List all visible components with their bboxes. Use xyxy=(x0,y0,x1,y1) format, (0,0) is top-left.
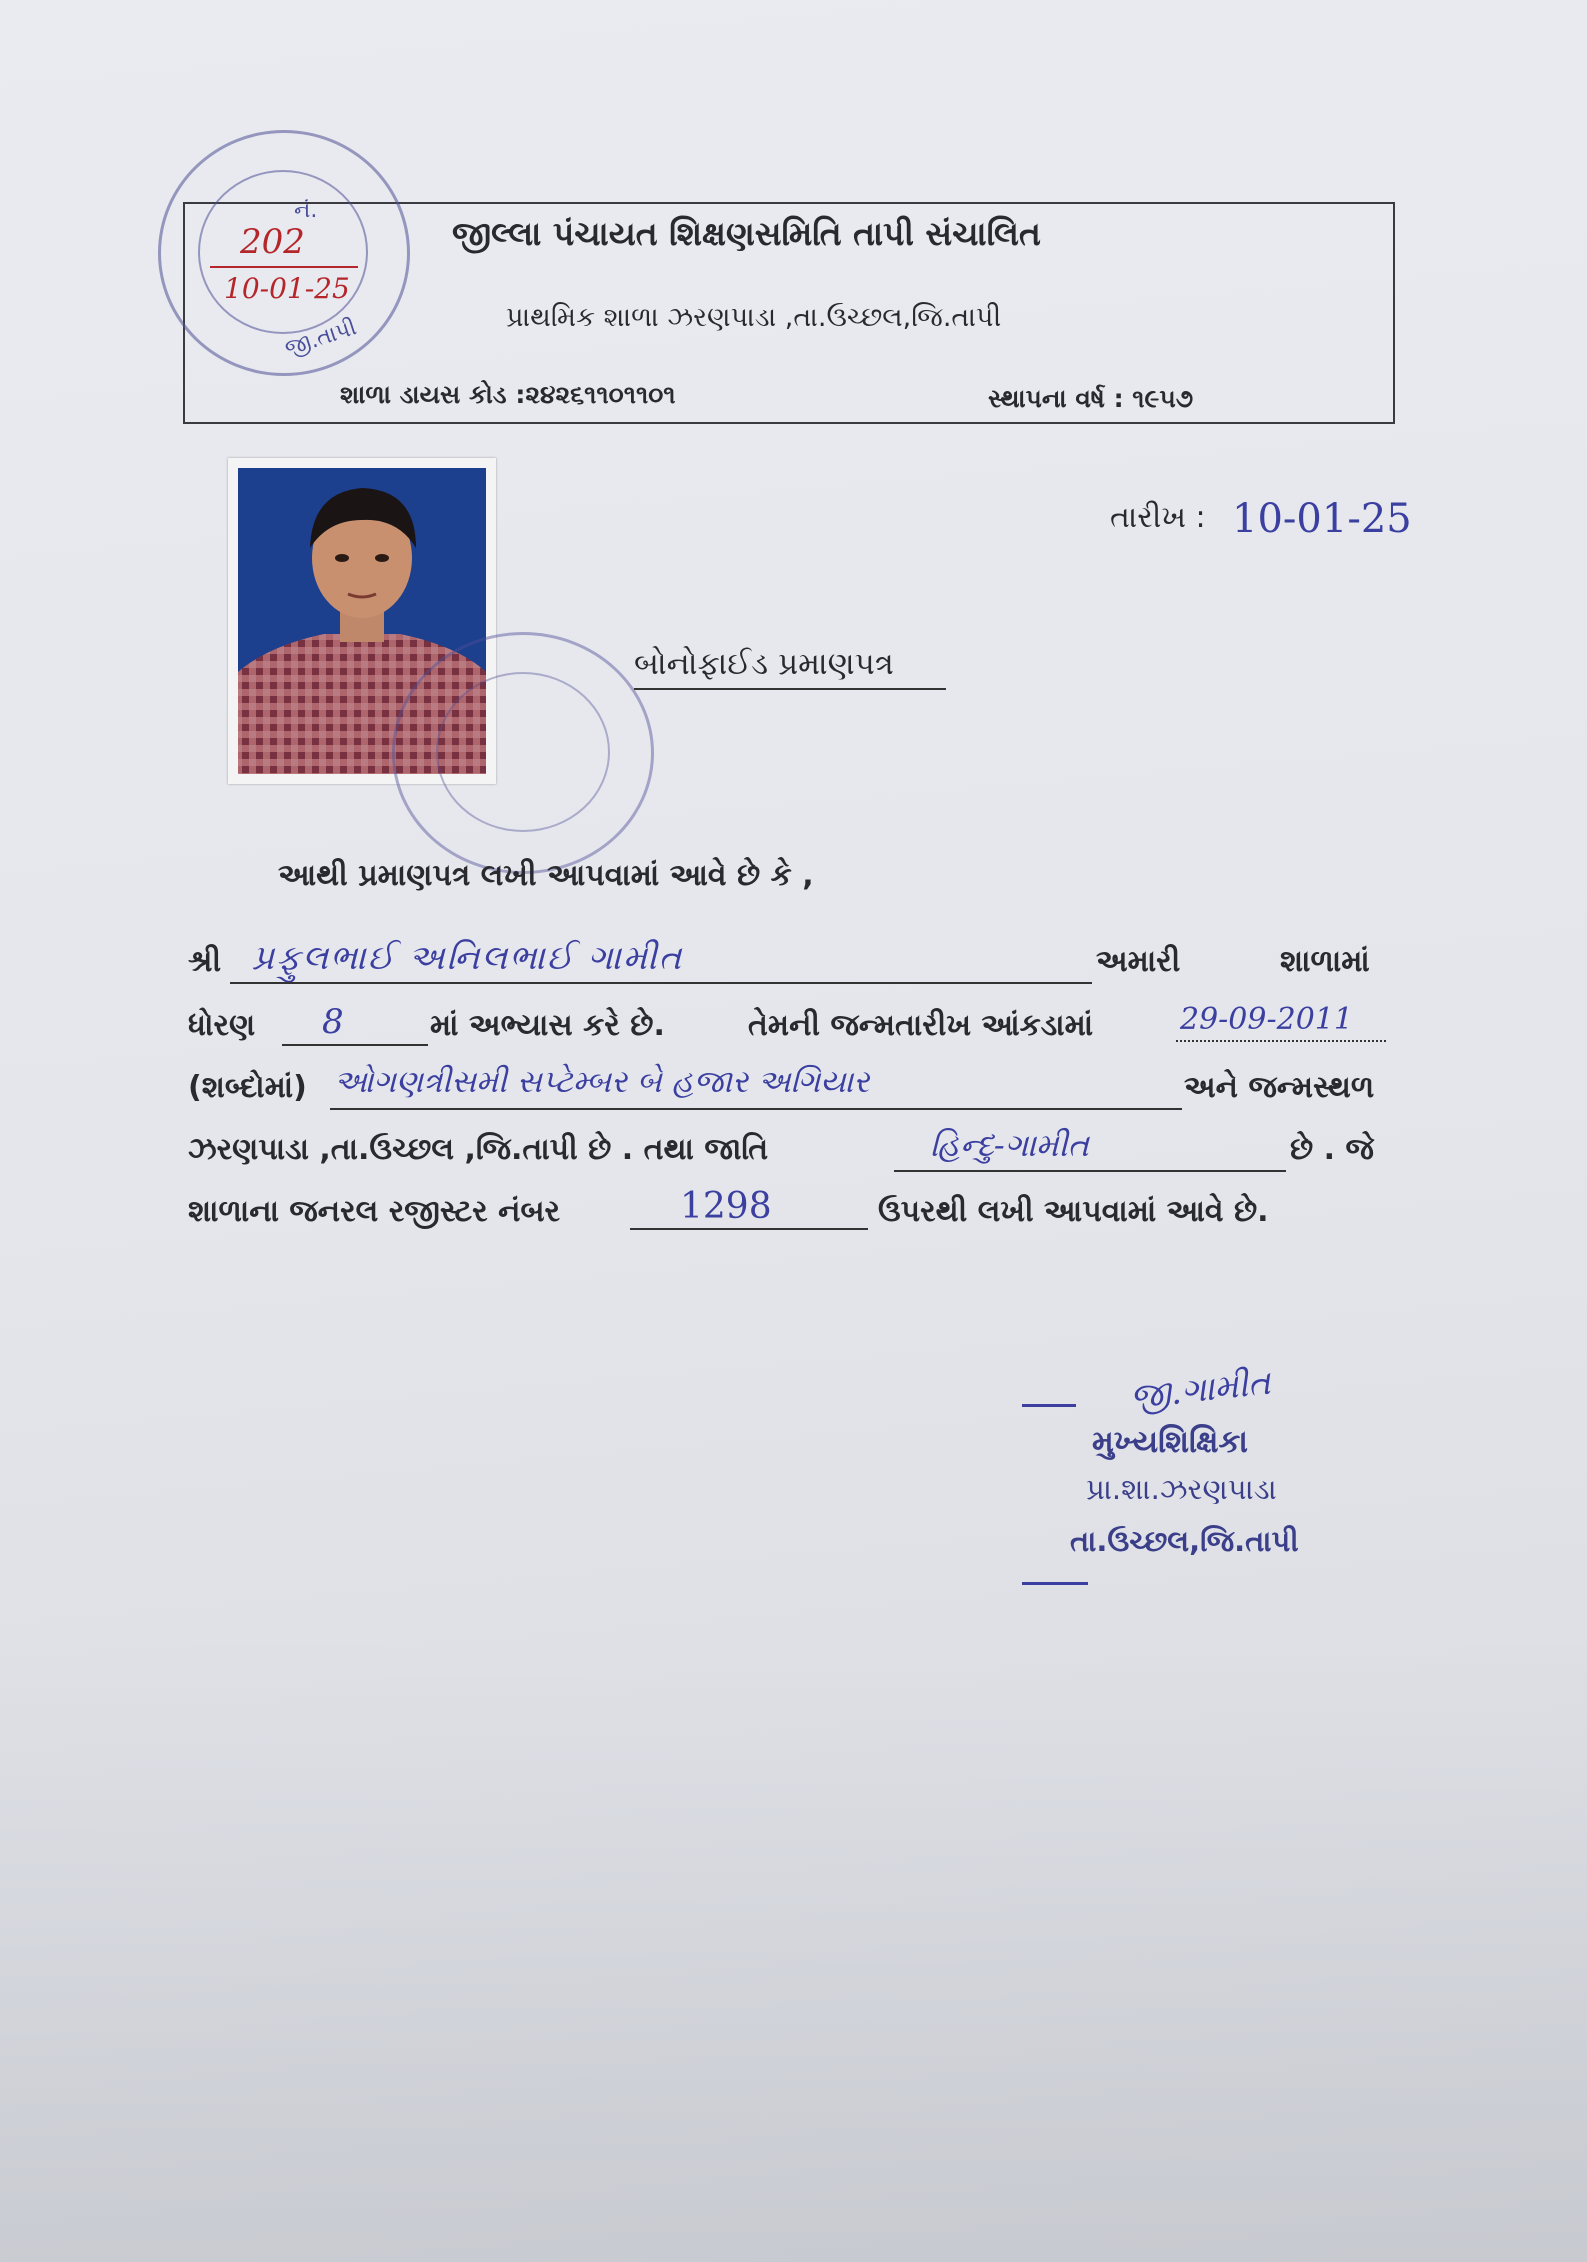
dob-digits: 29-09-2011 xyxy=(1180,1002,1353,1037)
text-in-words: (શબ્દોમાં) xyxy=(188,1070,307,1105)
school-seal-inner xyxy=(436,672,610,832)
student-name: પ્રફુલભાઈ અનિલભાઈ ગામીત xyxy=(252,938,684,978)
dob-words: ઓગણત્રીસમી સપ્ટેમ્બર બે હજાર અગિયાર xyxy=(334,1064,870,1100)
text-dob: તેમની જન્મતારીખ આંકડામાં xyxy=(748,1008,1094,1043)
date-label: તારીખ : xyxy=(1110,500,1206,535)
stamp-divider xyxy=(210,266,358,268)
register-underline xyxy=(630,1228,868,1230)
text-our: અમારી xyxy=(1096,944,1181,979)
caste-underline xyxy=(894,1170,1286,1172)
register-number: 1298 xyxy=(680,1186,772,1227)
standard-underline xyxy=(282,1044,428,1046)
prefix-shri: શ્રી xyxy=(188,944,222,979)
intro-text: આથી પ્રમાણપત્ર લખી આપવામાં આવે છે કે , xyxy=(278,858,814,893)
signature-underline xyxy=(1022,1582,1088,1585)
standard-value: 8 xyxy=(322,1002,344,1042)
signatory-school: પ્રા.શા.ઝરણપાડા xyxy=(1086,1472,1277,1506)
certificate-heading: બોનોફાઈડ પ્રમાણપત્ર xyxy=(634,646,894,682)
header-title: જીલ્લા પંચાયત શિક્ષણસમિતિ તાપી સંચાલિત xyxy=(452,214,1041,253)
heading-underline xyxy=(634,688,946,690)
dob-words-underline xyxy=(330,1108,1182,1110)
stamp-label: નં. xyxy=(294,198,318,223)
text-standard: ધોરણ xyxy=(188,1008,256,1043)
established-year: સ્થાપના વર્ષ : ૧૯૫૭ xyxy=(988,384,1194,413)
header-subtitle: પ્રાથમિક શાળા ઝરણપાડા ,તા.ઉચ્છલ,જિ.તાપી xyxy=(506,302,1002,333)
signatory-title: મુખ્યશિક્ષિકા xyxy=(1092,1424,1248,1460)
signatory-place: તા.ઉચ્છલ,જિ.તાપી xyxy=(1070,1524,1299,1558)
name-underline xyxy=(230,982,1092,984)
dise-code: શાળા ડાયસ કોડ :૨૪૨૬૧૧૦૧૧૦૧ xyxy=(340,380,676,409)
stamp-place: જી.તાપી xyxy=(281,315,360,362)
text-school: શાળામાં xyxy=(1280,944,1370,979)
stamp-date: 10-01-25 xyxy=(224,272,350,305)
text-register: શાળાના જનરલ રજીસ્ટર નંબર xyxy=(188,1194,561,1229)
shadow-area xyxy=(0,1640,1587,2262)
caste-value: હિન્દુ-ગામીત xyxy=(930,1126,1089,1164)
text-studying: માં અભ્યાસ કરે છે. xyxy=(430,1008,665,1043)
text-end: ઉપરથી લખી આપવામાં આવે છે. xyxy=(878,1194,1269,1229)
text-is: છે . જે xyxy=(1290,1132,1374,1167)
text-birthplace: અને જન્મસ્થળ xyxy=(1184,1070,1375,1105)
stamp-number: 202 xyxy=(240,222,305,262)
signature-dash xyxy=(1022,1404,1076,1407)
birthplace-text: ઝરણપાડા ,તા.ઉચ્છલ ,જિ.તાપી છે . તથા જાતિ xyxy=(188,1132,769,1167)
date-value: 10-01-25 xyxy=(1232,496,1412,542)
dob-underline xyxy=(1176,1040,1386,1042)
signature-scribble: જી.ગામીત xyxy=(1128,1362,1273,1418)
